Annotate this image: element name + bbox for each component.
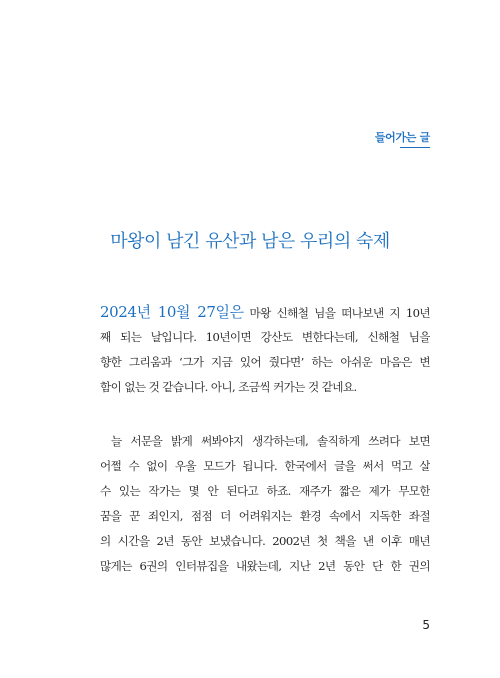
section-label: 들어가는 글 [374,131,430,144]
paragraph-2-line-1: 늘 서문을 밝게 써봐야지 생각하는데, 솔직하게 쓰려다 보면 [111,434,430,448]
paragraph-1-line-1 [100,300,430,325]
paragraph-2-line-4: 꿈을 꾼 죄인지, 점점 더 어려워지는 환경 속에서 지독한 좌절 [100,509,430,523]
page-number: 5 [422,618,430,632]
date-lead: 2024년 10월 27일은 [100,303,244,321]
chapter-title: 마왕이 남긴 유산과 남은 우리의 숙제 [110,231,390,252]
paragraph-2-line-3: 수 있는 작가는 몇 안 된다고 하죠. 재주가 짧은 제가 무모한 [100,484,430,498]
paragraph-2-line-2: 어쩔 수 없이 우울 모드가 됩니다. 한국에서 글을 써서 먹고 살 [100,459,430,473]
paragraph-1 [100,300,430,400]
paragraph-2 [100,429,430,579]
paragraph-2-line-5: 의 시간을 2년 동안 보냈습니다. 2002년 첫 책을 낸 이후 매년 [100,534,430,548]
paragraph-1-line-2: 째 되는 날입니다. 10년이면 강산도 변한다는데, 신해철 님을 [100,330,430,344]
paragraph-1-line-1-text: 마왕 신해철 님을 떠나보낸 지 10년 [243,306,430,320]
paragraph-1-line-4: 함이 없는 것 같습니다. 아니, 조금씩 커가는 것 같네요. [100,380,357,394]
section-underline [400,147,430,148]
paragraph-2-line-6: 많게는 6권의 인터뷰집을 내왔는데, 지난 2년 동안 단 한 권의 [100,559,430,573]
paragraph-1-line-3: 향한 그리움과 ‘그가 지금 있어 줬다면’ 하는 아쉬운 마음은 변 [100,355,430,369]
